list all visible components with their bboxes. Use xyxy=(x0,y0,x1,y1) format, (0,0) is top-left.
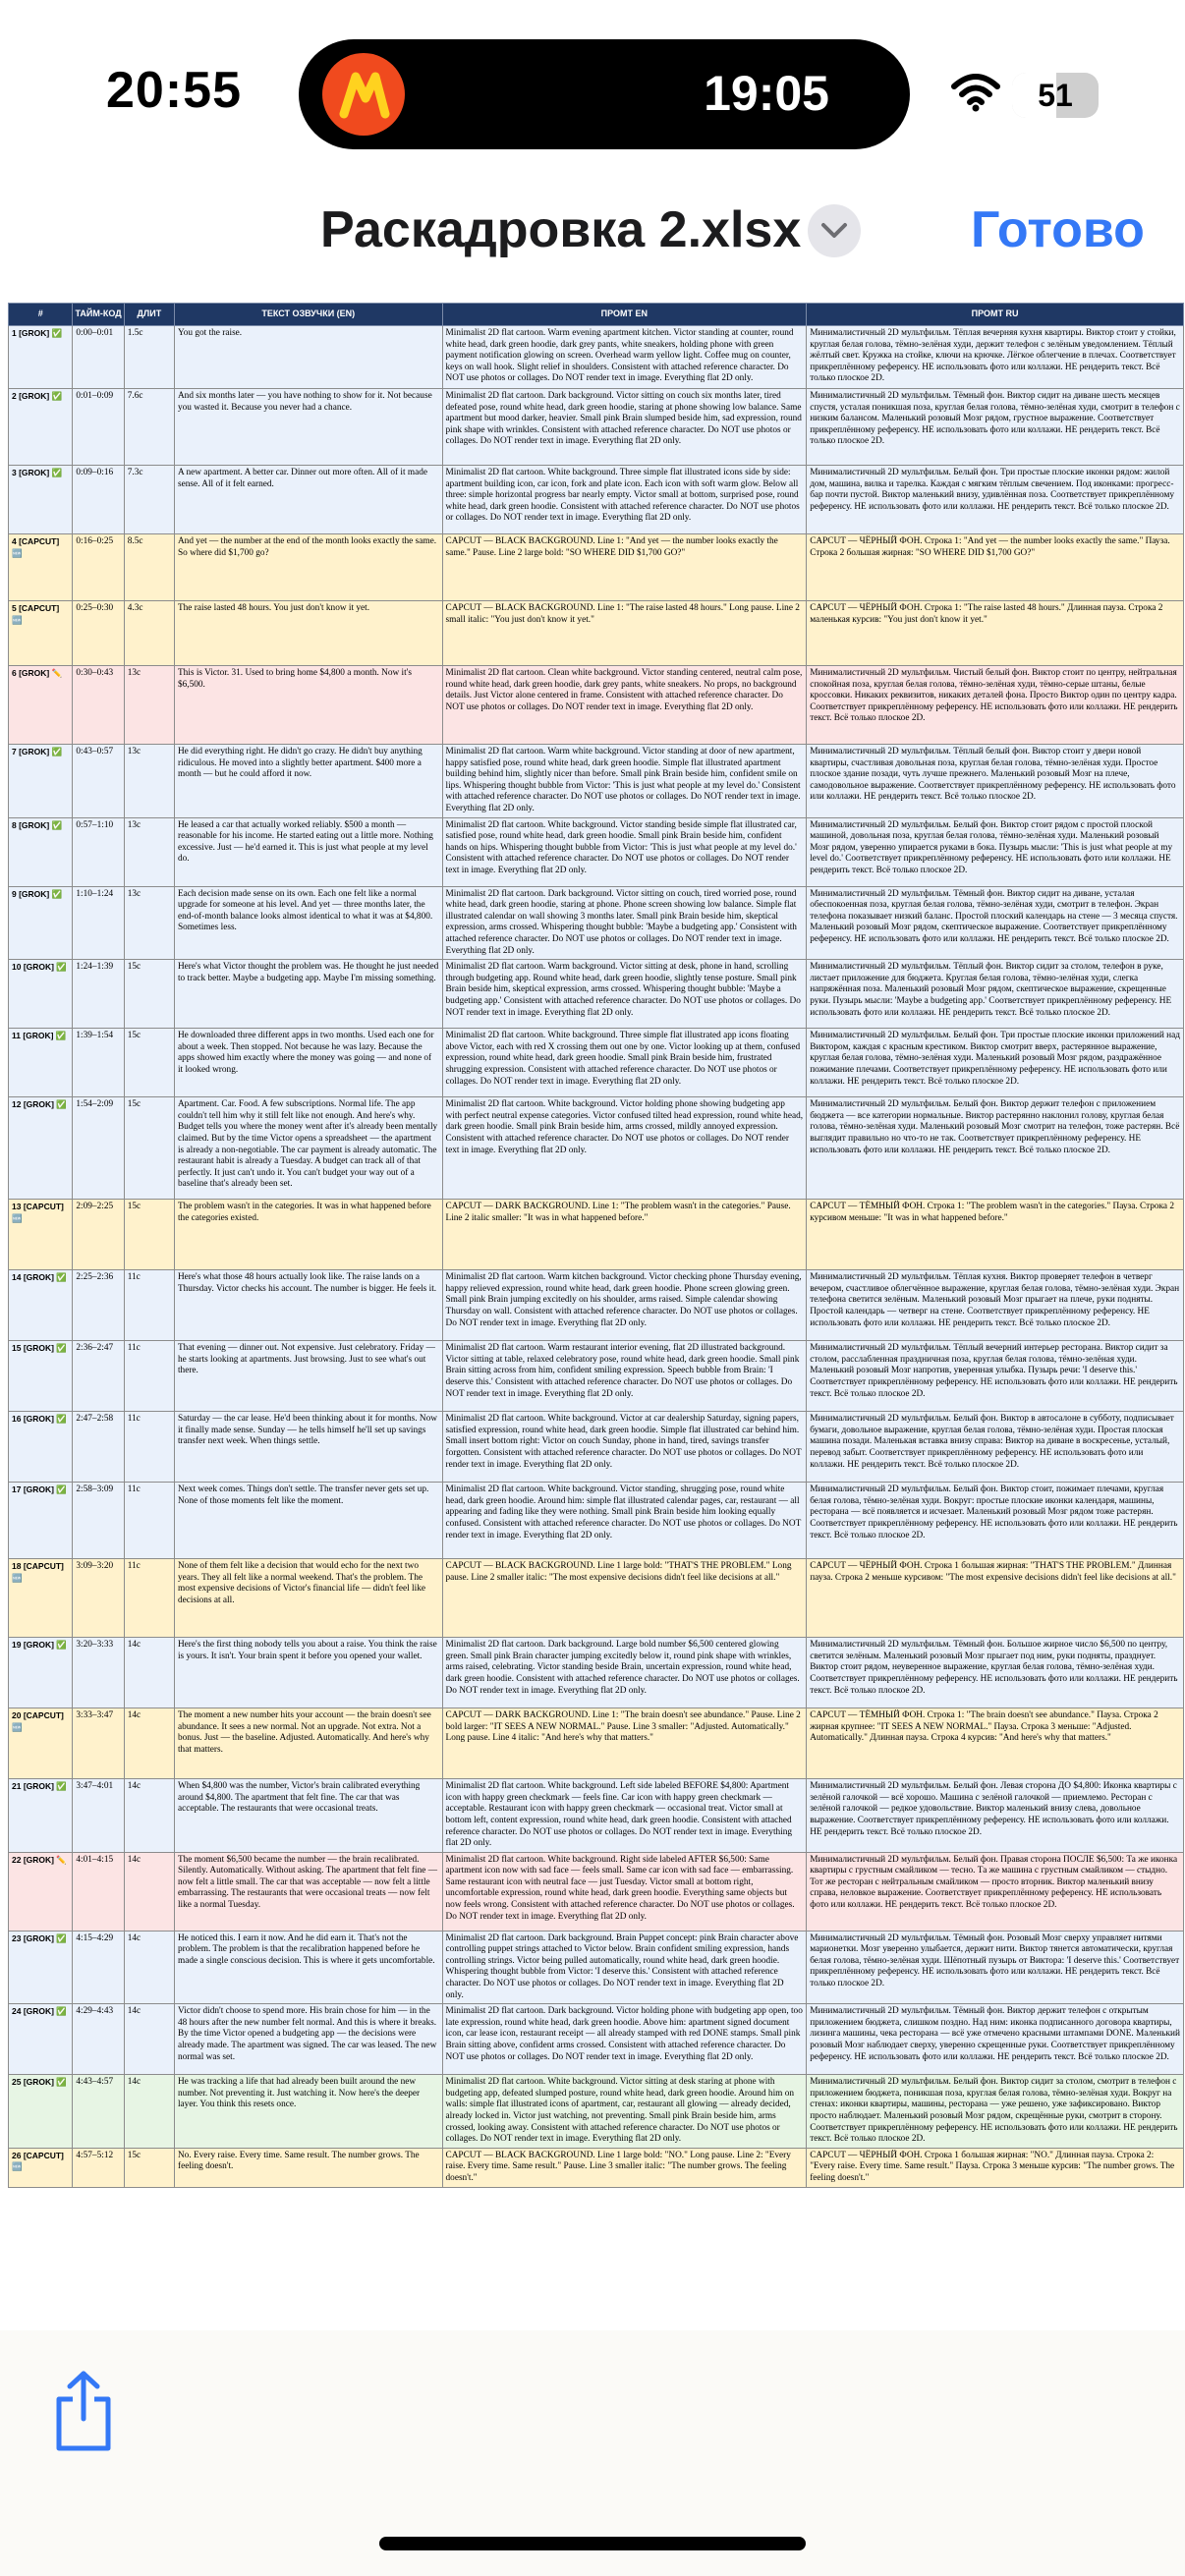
voiceover-text-cell: Saturday — the car lease. He'd been thinking about it for months. Now it finally made sense. Sunday — he tells himself he'll set up savings transfer next week. When things settle. xyxy=(174,1412,442,1483)
voiceover-text-cell: And yet — the number at the end of the month looks exactly the same. So where did $1,700 go? xyxy=(174,534,442,601)
table-row xyxy=(9,1779,1184,1853)
table-row xyxy=(9,326,1184,389)
duration-cell: 11c xyxy=(124,1483,174,1559)
column-header: ПРОМТ RU xyxy=(807,304,1184,326)
row-number-cell: 18 [CAPCUT] 🆕 xyxy=(9,1559,73,1638)
prompt-ru-cell: Минималистичный 2D мультфильм. Белый фон. Виктор стоит, пожимает плечами, круглая белая голова, тёмно-зелёная худи. Вокруг: простые плоские иконки календаря, машины, ресторана — всё появляется и исчезает. Маленький розовый Мозг рядом тоже растерян. Соответствует прикреплённому референсу. НЕ использовать фото или коллажи. НЕ рендерить текст. Всё только плоское 2D. xyxy=(807,1483,1184,1559)
voiceover-text-cell: Apartment. Car. Food. A few subscriptions. Normal life. The app couldn't tell him why it still felt like not enough. And here's why. Budget tells you where the money went after it's already been mentally claimed. But by the time Victor opens a spreadsheet — the apartment is already a non-negotiable. The car payment is already automatic. The restaurant habit is already a Tuesday. A budget can track all of that perfectly. It just can't undo it. You can't budget your way out of a baseline that's already been set. xyxy=(174,1097,442,1200)
duration-cell: 7.3c xyxy=(124,466,174,534)
voiceover-text-cell: He was tracking a life that had already been built around the new number. Not preventing it. Just watching it. Now here's the deeper layer. You think this resets once. xyxy=(174,2075,442,2149)
voiceover-text-cell: Next week comes. Things don't settle. The transfer never gets set up. None of those moments felt like the moment. xyxy=(174,1483,442,1559)
table-row xyxy=(9,745,1184,818)
yandex-logo-icon xyxy=(322,53,405,136)
prompt-en-cell: Minimalist 2D flat cartoon. Warm white background. Victor standing at door of new apartment, happy satisfied pose, round white head, dark green hoodie. Simple flat illustrated apartment building behind him, slightly nicer than before. Small pink Brain beside him, confident smile on lips. Whispering thought bubble from Victor: 'This is just what people at my level do.' Consistent with attached reference character. Do NOT use photos or collages. Do NOT render text in image. Everything flat 2D only. xyxy=(442,745,807,818)
table-row xyxy=(9,1270,1184,1341)
timecode-cell: 0:09–0:16 xyxy=(73,466,124,534)
duration-cell: 13c xyxy=(124,745,174,818)
row-number-cell: 7 [GROK] ✅ xyxy=(9,745,73,818)
voiceover-text-cell: None of them felt like a decision that would echo for the next two years. They all felt like a normal weekend. That's the problem. The most expensive decisions of Victor's financial life — didn't feel like decisions at all. xyxy=(174,1559,442,1638)
table-row xyxy=(9,1931,1184,2004)
timecode-cell: 4:57–5:12 xyxy=(73,2148,124,2187)
timecode-cell: 2:58–3:09 xyxy=(73,1483,124,1559)
table-row xyxy=(9,1200,1184,1270)
table-row xyxy=(9,2004,1184,2075)
table-row xyxy=(9,1483,1184,1559)
row-number-cell: 12 [GROK] ✅ xyxy=(9,1097,73,1200)
prompt-en-cell: Minimalist 2D flat cartoon. Dark background. Victor sitting on couch six months later, tired defeated pose, round white head, dark green hoodie, staring at phone showing low balance. Same apartment but mood darker, heavier. Small pink Brain slumped beside him, sad expression, round pink shape with wrinkles. Consistent with attached reference character. Do NOT use photos or collages. Do NOT render text in image. Everything flat 2D only. xyxy=(442,389,807,466)
voiceover-text-cell: And six months later — you have nothing to show for it. Not because you wasted it. Because you never had a chance. xyxy=(174,389,442,466)
table-row xyxy=(9,1638,1184,1708)
prompt-ru-cell: CAPCUT — ЧЁРНЫЙ ФОН. Строка 1 большая жирная: "THAT'S THE PROBLEM." Длинная пауза. Строка 2 меньше курсивом: "The most expensive decisions didn't feel like decisions at all." xyxy=(807,1559,1184,1638)
duration-cell: 15c xyxy=(124,1029,174,1097)
prompt-en-cell: Minimalist 2D flat cartoon. White background. Victor holding phone showing budgeting app with perfect neutral expense categories. Victor confused tilted head expression, round white head, dark green hoodie. Small pink Brain beside him, arms crossed, mildly annoyed expression. Consistent with attached reference character. Do NOT use photos or collages. Do NOT render text in image. Everything flat 2D only. xyxy=(442,1097,807,1200)
timecode-cell: 3:47–4:01 xyxy=(73,1779,124,1853)
voiceover-text-cell: Here's what Victor thought the problem was. He thought he just needed to track better. Maybe a budgeting app. Maybe I'm missing something. xyxy=(174,960,442,1029)
prompt-en-cell: Minimalist 2D flat cartoon. White background. Three simple flat illustrated app icons floating above Victor, each with red X crossing them out one by one. Victor looking up at them, confused expression, round white head, dark green hoodie. Small pink Brain beside him, frustrated shrugging expression. Consistent with attached reference character. Do NOT use photos or collages. Do NOT render text in image. Everything flat 2D only. xyxy=(442,1029,807,1097)
prompt-en-cell: Minimalist 2D flat cartoon. White background. Victor standing, shrugging pose, round white head, dark green hoodie. Around him: simple flat illustrated calendar pages, car, restaurant — all appearing and fading like they were nothing. Small pink Brain beside him looking equally confused. Consistent with attached reference character. Do NOT use photos or collages. Do NOT render text in image. Everything flat 2D only. xyxy=(442,1483,807,1559)
duration-cell: 15c xyxy=(124,2148,174,2187)
voiceover-text-cell: The problem wasn't in the categories. It was in what happened before the categories existed. xyxy=(174,1200,442,1270)
duration-cell: 14c xyxy=(124,1638,174,1708)
table-row xyxy=(9,1412,1184,1483)
duration-cell: 13c xyxy=(124,817,174,886)
row-number-cell: 23 [GROK] ✅ xyxy=(9,1931,73,2004)
voiceover-text-cell: The raise lasted 48 hours. You just don't know it yet. xyxy=(174,601,442,666)
status-time: 20:55 xyxy=(106,62,242,119)
timecode-cell: 2:09–2:25 xyxy=(73,1200,124,1270)
duration-cell: 1.5c xyxy=(124,326,174,389)
prompt-en-cell: Minimalist 2D flat cartoon. Warm background. Victor sitting at desk, phone in hand, scrolling through budgeting app. Round white head, dark green hoodie, slightly tense posture. Small pink Brain beside him, skeptical expression, arms crossed. Whispering thought bubble: 'Maybe a budgeting app.' Consistent with attached reference character. Do NOT use photos or collages. Do NOT render text in image. Everything flat 2D only. xyxy=(442,960,807,1029)
column-header: ПРОМТ EN xyxy=(442,304,807,326)
row-number-cell: 15 [GROK] ✅ xyxy=(9,1341,73,1412)
duration-cell: 14c xyxy=(124,1931,174,2004)
document-header xyxy=(0,187,1185,295)
prompt-ru-cell: Минималистичный 2D мультфильм. Тёмный фон. Большое жирное число $6,500 по центру, светится зелёным. Маленький розовый Мозг прыгает под ним, руки подняты, празднует. Виктор стоит рядом, неуверенное выражение, круглая белая голова, тёмно-зелёная худи. Соответствует прикреплённому референсу. НЕ использовать фото или коллажи. НЕ рендерить текст. Всё только плоское 2D. xyxy=(807,1638,1184,1708)
table-row xyxy=(9,1029,1184,1097)
prompt-ru-cell: Минималистичный 2D мультфильм. Белый фон. Три простые плоские иконки приложений над Виктором, каждая с красным крестиком. Виктор смотрит вверх, растерянное выражение, круглая белая голова, тёмно-зелёная худи. Маленький розовый Мозг рядом, раздражённое пожимание плечами. Соответствует прикреплённому референсу. НЕ использовать фото или коллажи. НЕ рендерить текст. Всё только плоское 2D. xyxy=(807,1029,1184,1097)
home-indicator[interactable] xyxy=(379,2537,806,2550)
prompt-ru-cell: CAPCUT — ЧЁРНЫЙ ФОН. Строка 1: "The raise lasted 48 hours." Длинная пауза. Строка 2 маленькая курсив: "You just don't know it yet." xyxy=(807,601,1184,666)
row-number-cell: 26 [CAPCUT] 🆕 xyxy=(9,2148,73,2187)
title-menu-button[interactable] xyxy=(808,204,861,257)
row-number-cell: 21 [GROK] ✅ xyxy=(9,1779,73,1853)
row-number-cell: 5 [CAPCUT] 🆕 xyxy=(9,601,73,666)
timecode-cell: 3:20–3:33 xyxy=(73,1638,124,1708)
voiceover-text-cell: The moment $6,500 became the number — the brain recalibrated. Silently. Automatically. Without asking. The apartment that felt fine — now felt a little small. The car that was acceptable — now felt a little embarrassing. The restaurants that were occasional treats — now felt like a normal Tuesday. xyxy=(174,1852,442,1931)
duration-cell: 15c xyxy=(124,960,174,1029)
prompt-ru-cell: Минималистичный 2D мультфильм. Белый фон. Правая сторона ПОСЛЕ $6,500: Та же иконка квартиры с грустным смайликом — тесно. Та же машина с грустным смайликом — стыдно. Тот же ресторан с нейтральным смайликом — просто вторник. Виктор маленький внизу справа, неловкое выражение. Соответствует прикреплённому референсу. НЕ использовать фото или коллажи. НЕ рендерить текст. Всё только плоское 2D. xyxy=(807,1852,1184,1931)
row-number-cell: 20 [CAPCUT] 🆕 xyxy=(9,1708,73,1779)
row-number-cell: 13 [CAPCUT] 🆕 xyxy=(9,1200,73,1270)
voiceover-text-cell: A new apartment. A better car. Dinner out more often. All of it made sense. All of it felt earned. xyxy=(174,466,442,534)
timecode-cell: 0:00–0:01 xyxy=(73,326,124,389)
timecode-cell: 2:25–2:36 xyxy=(73,1270,124,1341)
prompt-ru-cell: Минималистичный 2D мультфильм. Белый фон. Левая сторона ДО $4,800: Иконка квартиры с зелёной галочкой — всё хорошо. Машина с зелёной галочкой — приемлемо. Ресторан с зелёной галочкой — редкое удовольствие. Виктор маленький внизу слева, довольное выражение. Соответствует прикреплённому референсу. НЕ использовать фото или коллажи. НЕ рендерить текст. Всё только плоское 2D. xyxy=(807,1779,1184,1853)
share-icon[interactable] xyxy=(51,2370,116,2452)
row-number-cell: 19 [GROK] ✅ xyxy=(9,1638,73,1708)
row-number-cell: 1 [GROK] ✅ xyxy=(9,326,73,389)
row-number-cell: 14 [GROK] ✅ xyxy=(9,1270,73,1341)
table-row xyxy=(9,2148,1184,2187)
duration-cell: 14c xyxy=(124,1779,174,1853)
row-number-cell: 16 [GROK] ✅ xyxy=(9,1412,73,1483)
column-header: ТЕКСТ ОЗВУЧКИ (EN) xyxy=(174,304,442,326)
duration-cell: 13c xyxy=(124,886,174,960)
table-row xyxy=(9,1708,1184,1779)
duration-cell: 8.5c xyxy=(124,534,174,601)
table-row xyxy=(9,389,1184,466)
chevron-down-icon xyxy=(820,221,848,241)
prompt-en-cell: Minimalist 2D flat cartoon. Warm evening apartment kitchen. Victor standing at counter, round white head, dark green hoodie, dark grey pants, white sneakers, holding phone with green payment notification glowing on screen. Overhead warm yellow light. Coffee mug on counter, keys on wall hook. Slight relief in shoulders. Consistent with attached reference character. Do NOT use photos or collages. Do NOT render text in image. Everything flat 2D only. xyxy=(442,326,807,389)
voiceover-text-cell: He noticed this. I earn it now. And he did earn it. That's not the problem. The problem is that the recalibration happened before he made a single conscious decision. This is where it gets uncomfortable. xyxy=(174,1931,442,2004)
prompt-ru-cell: CAPCUT — ТЁМНЫЙ ФОН. Строка 1: "The brain doesn't see abundance." Пауза. Строка 2 жирная крупнее: "IT SEES A NEW NORMAL." Пауза. Строка 3 меньше: "Adjusted. Automatically." Длинная пауза. Строка 4 курсив: "And here's why that matters." xyxy=(807,1708,1184,1779)
prompt-en-cell: Minimalist 2D flat cartoon. White background. Victor at car dealership Saturday, signing papers, satisfied expression, round white head, dark green hoodie. Simple flat illustrated car behind him. Small insert bottom right: Victor on couch Sunday, phone in hand, tired, savings transfer forgotten. Consistent with attached reference character. Do NOT use photos or collages. Do NOT render text in image. Everything flat 2D only. xyxy=(442,1412,807,1483)
table-row xyxy=(9,601,1184,666)
prompt-en-cell: CAPCUT — DARK BACKGROUND. Line 1: "The problem wasn't in the categories." Pause. Line 2 italic smaller: "It was in what happened before." xyxy=(442,1200,807,1270)
table-row xyxy=(9,666,1184,745)
column-header: # xyxy=(9,304,73,326)
timecode-cell: 2:47–2:58 xyxy=(73,1412,124,1483)
prompt-ru-cell: CAPCUT — ЧЁРНЫЙ ФОН. Строка 1 большая жирная: "NO." Длинная пауза. Строка 2: "Every raise. Every time. Same result." Пауза. Строка 3 меньше курсив: "The number grows. The feeling doesn't." xyxy=(807,2148,1184,2187)
voiceover-text-cell: That evening — dinner out. Not expensive. Just celebratory. Friday — he starts looking at apartments. Just browsing. Just to see what's out there. xyxy=(174,1341,442,1412)
table-body xyxy=(9,326,1184,2188)
timecode-cell: 0:43–0:57 xyxy=(73,745,124,818)
table-header-row xyxy=(9,304,1184,326)
duration-cell: 11c xyxy=(124,1559,174,1638)
table-row xyxy=(9,886,1184,960)
prompt-en-cell: Minimalist 2D flat cartoon. Dark background. Brain Puppet concept: pink Brain character above controlling puppet strings attached to Victor below. Brain confident smiling expression, hands controlling strings. Victor being pulled automatically, round white head, dark green hoodie. Whispering thought bubble from Victor: 'I deserve this.' Consistent with attached reference character. Do NOT use photos or collages. Do NOT render text in image. Everything flat 2D only. xyxy=(442,1931,807,2004)
column-header: ТАЙМ-КОД xyxy=(73,304,124,326)
duration-cell: 14c xyxy=(124,2075,174,2149)
duration-cell: 4.3c xyxy=(124,601,174,666)
duration-cell: 11c xyxy=(124,1412,174,1483)
prompt-en-cell: CAPCUT — BLACK BACKGROUND. Line 1: "The raise lasted 48 hours." Long pause. Line 2 small italic: "You just don't know it yet." xyxy=(442,601,807,666)
duration-cell: 14c xyxy=(124,2004,174,2075)
timecode-cell: 0:01–0:09 xyxy=(73,389,124,466)
prompt-ru-cell: Минималистичный 2D мультфильм. Белый фон. Виктор в автосалоне в субботу, подписывает бумаги, довольное выражение, круглая белая голова, тёмно-зелёная худи. Простая плоская машина позади. Маленькая вставка внизу справа: Виктор на диване в воскресенье, усталый, перевод забыт. Соответствует прикреплённому референсу. НЕ использовать фото или коллажи. НЕ рендерить текст. Всё только плоское 2D. xyxy=(807,1412,1184,1483)
timecode-cell: 0:16–0:25 xyxy=(73,534,124,601)
timecode-cell: 1:39–1:54 xyxy=(73,1029,124,1097)
voiceover-text-cell: The moment a new number hits your account — the brain doesn't see abundance. It sees a new normal. Not an upgrade. Not extra. Not a bonus. Just — the baseline. Adjusted. Automatically. And here's why that matters. xyxy=(174,1708,442,1779)
row-number-cell: 24 [GROK] ✅ xyxy=(9,2004,73,2075)
prompt-en-cell: Minimalist 2D flat cartoon. White background. Victor sitting at desk staring at phone with budgeting app, defeated slumped posture, round white head, dark green hoodie. Around him on walls: simple flat illustrated icons of apartment, car, restaurant all glowing — already decided, already locked in. Victor just watching, not preventing. Small pink Brain beside him, arms crossed, looking away. Consistent with attached reference character. Do NOT use photos or collages. Do NOT render text in image. Everything flat 2D only. xyxy=(442,2075,807,2149)
timecode-cell: 4:43–4:57 xyxy=(73,2075,124,2149)
row-number-cell: 11 [GROK] ✅ xyxy=(9,1029,73,1097)
prompt-ru-cell: Минималистичный 2D мультфильм. Тёмный фон. Розовый Мозг сверху управляет нитями марионетки. Мозг уверенно улыбается, держит нити. Виктор тянется автоматически, круглая белая голова, тёмно-зелёная худи. Шёпотный пузырь от Виктора: 'I deserve this.' Соответствует прикреплённому референсу. НЕ использовать фото или коллажи. НЕ рендерить текст. Всё только плоское 2D. xyxy=(807,1931,1184,2004)
table-row xyxy=(9,1097,1184,1200)
done-button[interactable]: Готово xyxy=(971,201,1145,258)
duration-cell: 14c xyxy=(124,1852,174,1931)
table-row xyxy=(9,960,1184,1029)
spreadsheet-preview[interactable] xyxy=(0,295,1185,2330)
prompt-ru-cell: Минималистичный 2D мультфильм. Тёплая кухня. Виктор проверяет телефон в четверг вечером, счастливое облегчённое выражение, круглая белая голова, тёмно-зелёная худи. Экран телефона светится зелёным. Маленький розовый Мозг прыгает на плече, руки подняты. Простой календарь — четверг на стене. Соответствует прикреплённому референсу. НЕ использовать фото или коллажи. НЕ рендерить текст. Всё только плоское 2D. xyxy=(807,1270,1184,1341)
row-number-cell: 17 [GROK] ✅ xyxy=(9,1483,73,1559)
voiceover-text-cell: Victor didn't choose to spend more. His brain chose for him — in the 48 hours after the new number felt normal. And this is where it breaks. By the time Victor opened a budgeting app — the decisions were already made. The apartment was signed. The car was leased. The new normal was set. xyxy=(174,2004,442,2075)
prompt-ru-cell: Минималистичный 2D мультфильм. Тёплая вечерняя кухня квартиры. Виктор стоит у стойки, круглая белая голова, тёмно-зелёная худи, держит телефон с зелёным уведомлением. Тёплый жёлтый свет. Кружка на стойке, ключи на крючке. Лёгкое облегчение в плечах. Соответствует прикреплённому референсу. НЕ использовать фото или коллажи. НЕ рендерить текст. Всё только плоское 2D. xyxy=(807,326,1184,389)
prompt-ru-cell: CAPCUT — ЧЁРНЫЙ ФОН. Строка 1: "And yet — the number looks exactly the same." Пауза. Строка 2 большая жирная: "SO WHERE DID $1,700 GO?" xyxy=(807,534,1184,601)
timecode-cell: 1:24–1:39 xyxy=(73,960,124,1029)
voiceover-text-cell: You got the raise. xyxy=(174,326,442,389)
island-timer: 19:05 xyxy=(704,66,829,121)
table-row xyxy=(9,534,1184,601)
table-row xyxy=(9,1341,1184,1412)
voiceover-text-cell: Here's what those 48 hours actually look like. The raise lands on a Thursday. Victor checks his account. The number is bigger. He feels it. xyxy=(174,1270,442,1341)
prompt-ru-cell: Минималистичный 2D мультфильм. Тёмный фон. Виктор сидит на диване, усталая обеспокоенная поза, круглая белая голова, тёмно-зелёная худи, смотрит в телефон. Экран телефона показывает низкий баланс. Простой плоский календарь на стене — 3 месяца спустя. Маленький розовый Мозг рядом, скептическое выражение. Соответствует прикреплённому референсу. НЕ использовать фото или коллажи. НЕ рендерить текст. Всё только плоское 2D. xyxy=(807,886,1184,960)
battery-level: 51 xyxy=(1038,78,1073,113)
table-row xyxy=(9,1852,1184,1931)
timecode-cell: 1:54–2:09 xyxy=(73,1097,124,1200)
prompt-ru-cell: Минималистичный 2D мультфильм. Тёмный фон. Виктор держит телефон с открытым приложением бюджета, слишком поздно. Над ним: иконка подписанного договора квартиры, лизинга машины, чека ресторана — всё уже отмечено красными штампами DONE. Маленький розовый Мозг наблюдает сверху, уверенно скрещенные руки. Соответствует прикреплённому референсу. НЕ использовать фото или коллажи. НЕ рендерить текст. Всё только плоское 2D. xyxy=(807,2004,1184,2075)
prompt-en-cell: Minimalist 2D flat cartoon. White background. Left side labeled BEFORE $4,800: Apartment icon with happy green checkmark — feels fine. Car icon with happy green checkmark — acceptable. Restaurant icon with happy green checkmark — occasional treat. Victor small at bottom left, content expression, round white head, dark green hoodie. Consistent with attached reference character. Do NOT use photos or collages. Do NOT render text in image. Everything flat 2D only. xyxy=(442,1779,807,1853)
timecode-cell: 4:29–4:43 xyxy=(73,2004,124,2075)
voiceover-text-cell: When $4,800 was the number, Victor's brain calibrated everything around $4,800. The apartment that felt fine. The car that was acceptable. The restaurants that were occasional treats. xyxy=(174,1779,442,1853)
prompt-ru-cell: Минималистичный 2D мультфильм. Тёплый вечерний интерьер ресторана. Виктор сидит за столом, расслабленная праздничная поза, круглая белая голова, тёмно-зелёная худи. Маленький розовый Мозг напротив, уверенная улыбка. Пузырь речи: 'I deserve this.' Соответствует прикреплённому референсу. НЕ использовать фото или коллажи. НЕ рендерить текст. Всё только плоское 2D. xyxy=(807,1341,1184,1412)
row-number-cell: 3 [GROK] ✅ xyxy=(9,466,73,534)
timecode-cell: 4:15–4:29 xyxy=(73,1931,124,2004)
prompt-ru-cell: Минималистичный 2D мультфильм. Белый фон. Виктор сидит за столом, смотрит в телефон с приложением бюджета, поникшая поза, круглая белая голова, тёмно-зелёная худи. Вокруг на стенах: иконки квартиры, машины, ресторана — уже решено, уже зафиксировано. Виктор просто наблюдает. Маленький розовый Мозг рядом, скрещённые руки, смотрит в сторону. Соответствует прикреплённому референсу. НЕ использовать фото или коллажи. НЕ рендерить текст. Всё только плоское 2D. xyxy=(807,2075,1184,2149)
storyboard-table xyxy=(8,303,1184,2188)
table-row xyxy=(9,1559,1184,1638)
timecode-cell: 0:30–0:43 xyxy=(73,666,124,745)
prompt-ru-cell: Минималистичный 2D мультфильм. Тёплый фон. Виктор сидит за столом, телефон в руке, листает приложение для бюджета. Круглая белая голова, тёмно-зелёная худи, слегка напряжённая поза. Маленький розовый Мозг рядом, скептическое выражение, скрещенные руки. Пузырь мысли: 'Maybe a budgeting app.' Соответствует прикреплённому референсу. НЕ использовать фото или коллажи. НЕ рендерить текст. Всё только плоское 2D. xyxy=(807,960,1184,1029)
prompt-en-cell: CAPCUT — BLACK BACKGROUND. Line 1 large bold: "NO." Long pause. Line 2: "Every raise. Every time. Same result." Pause. Line 3 smaller italic: "The number grows. The feeling doesn't." xyxy=(442,2148,807,2187)
duration-cell: 11c xyxy=(124,1341,174,1412)
prompt-en-cell: Minimalist 2D flat cartoon. Warm kitchen background. Victor checking phone Thursday evening, happy relieved expression, round white head, dark green hoodie. Phone screen glowing green. Small pink Brain jumping excitedly on his shoulder, arms raised. Simple calendar showing Thursday on wall. Consistent with attached reference character. Do NOT use photos or collages. Do NOT render text in image. Everything flat 2D only. xyxy=(442,1270,807,1341)
timecode-cell: 2:36–2:47 xyxy=(73,1341,124,1412)
timecode-cell: 4:01–4:15 xyxy=(73,1852,124,1931)
timecode-cell: 0:25–0:30 xyxy=(73,601,124,666)
timecode-cell: 3:09–3:20 xyxy=(73,1559,124,1638)
voiceover-text-cell: Each decision made sense on its own. Each one felt like a normal upgrade for someone at his level. And yet — three months later, the end-of-month balance looks almost identical to what it was at $4,800. Sometimes less. xyxy=(174,886,442,960)
voiceover-text-cell: Here's the first thing nobody tells you about a raise. You think the raise is yours. It isn't. Your brain spent it before you opened your wallet. xyxy=(174,1638,442,1708)
prompt-en-cell: Minimalist 2D flat cartoon. Clean white background. Victor standing centered, neutral calm pose, round white head, dark green hoodie, dark grey pants, white sneakers. No props, no background details. Just Victor alone centered in frame. Consistent with attached reference character. Do NOT use photos or collages. Do NOT render text in image. Everything flat 2D only. xyxy=(442,666,807,745)
timecode-cell: 1:10–1:24 xyxy=(73,886,124,960)
row-number-cell: 25 [GROK] ✅ xyxy=(9,2075,73,2149)
row-number-cell: 6 [GROK] ✏️ xyxy=(9,666,73,745)
prompt-en-cell: Minimalist 2D flat cartoon. Warm restaurant interior evening, flat 2D illustrated background. Victor sitting at table, relaxed celebratory pose, round white head, dark green hoodie. Small pink Brain sitting across from him, confident smiling expression. Speech bubble from Brain: 'I deserve this.' Consistent with attached reference character. Do NOT use photos or collages. Do NOT render text in image. Everything flat 2D only. xyxy=(442,1341,807,1412)
duration-cell: 11c xyxy=(124,1270,174,1341)
row-number-cell: 22 [GROK] ✏️ xyxy=(9,1852,73,1931)
prompt-en-cell: CAPCUT — DARK BACKGROUND. Line 1: "The brain doesn't see abundance." Pause. Line 2 bold larger: "IT SEES A NEW NORMAL." Pause. Line 3 smaller: "Adjusted. Automatically." Long pause. Line 4 italic: "And here's why that matters." xyxy=(442,1708,807,1779)
voiceover-text-cell: He downloaded three different apps in two months. Used each one for about a week. Then stopped. Not because he was lazy. Because the apps showed him exactly where the money was going — and none of it looked wrong. xyxy=(174,1029,442,1097)
voiceover-text-cell: No. Every raise. Every time. Same result. The number grows. The feeling doesn't. xyxy=(174,2148,442,2187)
prompt-ru-cell: Минималистичный 2D мультфильм. Тёплый белый фон. Виктор стоит у двери новой квартиры, счастливая довольная поза, круглая белая голова, тёмно-зелёная худи. Простое плоское здание позади, чуть лучше прежнего. Маленький розовый Мозг на плече, самодовольное выражение. Соответствует прикреплённому референсу. НЕ использовать фото или коллажи. НЕ рендерить текст. Всё только плоское 2D. xyxy=(807,745,1184,818)
prompt-en-cell: Minimalist 2D flat cartoon. Dark background. Victor holding phone with budgeting app open, too late expression, round white head, dark green hoodie. Above him: apartment signed document icon, car lease icon, restaurant receipt — all already stamped with red DONE stamps. Small pink Brain sitting above, confident arms crossed. Consistent with attached reference character. Do NOT use photos or collages. Do NOT render text in image. Everything flat 2D only. xyxy=(442,2004,807,2075)
row-number-cell: 10 [GROK] ✅ xyxy=(9,960,73,1029)
duration-cell: 15c xyxy=(124,1097,174,1200)
prompt-en-cell: Minimalist 2D flat cartoon. Dark background. Victor sitting on couch, tired worried pose, round white head, dark green hoodie, staring at phone. Phone screen showing low balance. Simple flat illustrated calendar on wall showing 3 months later. Small pink Brain beside him, skeptical expression, arms crossed. Whispering thought bubble: 'Maybe a budgeting app.' Consistent with attached reference character. Do NOT use photos or collages. Do NOT render text in image. Everything flat 2D only. xyxy=(442,886,807,960)
row-number-cell: 8 [GROK] ✅ xyxy=(9,817,73,886)
table-row xyxy=(9,817,1184,886)
duration-cell: 15c xyxy=(124,1200,174,1270)
battery-icon xyxy=(1012,73,1099,118)
prompt-en-cell: Minimalist 2D flat cartoon. White background. Victor standing beside simple flat illustrated car, satisfied pose, round white head, dark green hoodie. Small pink Brain beside him, confident hands on hips. Whispering thought bubble from Victor: 'This is just what people at my level do.' Consistent with attached reference character. Do NOT use photos or collages. Do NOT render text in image. Everything flat 2D only. xyxy=(442,817,807,886)
voiceover-text-cell: This is Victor. 31. Used to bring home $4,800 a month. Now it's $6,500. xyxy=(174,666,442,745)
table-row xyxy=(9,2075,1184,2149)
prompt-en-cell: CAPCUT — BLACK BACKGROUND. Line 1: "And yet — the number looks exactly the same." Pause. Line 2 large bold: "SO WHERE DID $1,700 GO?" xyxy=(442,534,807,601)
prompt-ru-cell: Минималистичный 2D мультфильм. Белый фон. Три простые плоские иконки рядом: жилой дом, машина, вилка и тарелка. Каждая с мягким тёплым свечением. Под иконками: прогресс-бар почти пустой. Виктор маленький внизу, удивлённая поза. Соответствует прикреплённому референсу. НЕ использовать фото или коллажи. НЕ рендерить текст. Всё только плоское 2D. xyxy=(807,466,1184,534)
prompt-ru-cell: Минималистичный 2D мультфильм. Белый фон. Виктор стоит рядом с простой плоской машиной, довольная поза, круглая белая голова, тёмно-зелёная худи. Маленький розовый Мозг рядом, уверенно упирается руками в бока. Пузырь мысли: 'This is just what people at my level do.' Соответствует прикреплённому референсу. НЕ использовать фото или коллажи. НЕ рендерить текст. Всё только плоское 2D. xyxy=(807,817,1184,886)
prompt-ru-cell: Минималистичный 2D мультфильм. Чистый белый фон. Виктор стоит по центру, нейтральная спокойная поза, круглая белая голова, тёмно-зелёная худи, тёмно-серые штаны, белые кроссовки. Никаких реквизитов, никаких деталей фона. Просто Виктор один по центру кадра. Соответствует прикреплённому референсу. НЕ использовать фото или коллажи. НЕ рендерить текст. Всё только плоское 2D. xyxy=(807,666,1184,745)
duration-cell: 7.6c xyxy=(124,389,174,466)
row-number-cell: 4 [CAPCUT] 🆕 xyxy=(9,534,73,601)
voiceover-text-cell: He leased a car that actually worked reliably. $500 a month — reasonable for his income. He started eating out a little more. Nothing excessive. Just — he'd earned it. This is just what people at my level do. xyxy=(174,817,442,886)
voiceover-text-cell: He did everything right. He didn't go crazy. He didn't buy anything ridiculous. He moved into a slightly better apartment. $400 more a month — but he could afford it now. xyxy=(174,745,442,818)
duration-cell: 13c xyxy=(124,666,174,745)
prompt-en-cell: Minimalist 2D flat cartoon. White background. Right side labeled AFTER $6,500: Same apartment icon now with sad face — feels small. Same car icon with sad face — embarrassing. Same restaurant icon with neutral face — just Tuesday. Victor small at bottom right, uncomfortable expression, round white head, dark green hoodie. Everything same objects but now feels wrong. Consistent with attached reference character. Do NOT use photos or collages. Do NOT render text in image. Everything flat 2D only. xyxy=(442,1852,807,1931)
prompt-ru-cell: Минималистичный 2D мультфильм. Тёмный фон. Виктор сидит на диване шесть месяцев спустя, усталая поникшая поза, круглая белая голова, тёмно-зелёная худи, смотрит в телефон с низким балансом. Маленький розовый Мозг рядом, грустное выражение. Соответствует прикреплённому референсу. НЕ использовать фото или коллажи. НЕ рендерить текст. Всё только плоское 2D. xyxy=(807,389,1184,466)
prompt-en-cell: Minimalist 2D flat cartoon. Dark background. Large bold number $6,500 centered glowing green. Small pink Brain character jumping excitedly below it, round pink shape with wrinkles, arms raised, celebrating. Victor standing beside Brain, uncertain expression, round white head, dark green hoodie. Consistent with attached reference character. Do NOT use photos or collages. Do NOT render text in image. Everything flat 2D only. xyxy=(442,1638,807,1708)
column-header: ДЛИТ xyxy=(124,304,174,326)
wifi-icon xyxy=(951,73,1000,117)
status-bar xyxy=(0,0,1185,187)
row-number-cell: 9 [GROK] ✅ xyxy=(9,886,73,960)
timecode-cell: 0:57–1:10 xyxy=(73,817,124,886)
document-title[interactable]: Раскадровка 2.xlsx xyxy=(320,201,802,258)
prompt-ru-cell: Минималистичный 2D мультфильм. Белый фон. Виктор держит телефон с приложением бюджета — все категории нормальные. Виктор растерянно наклонил голову, круглая белая голова, тёмно-зелёная худи. Маленький розовый Мозг смотрит на телефон, тоже растерян. Всё выглядит правильно но что-то не так. Соответствует прикреплённому референсу. НЕ использовать фото или коллажи. НЕ рендерить текст. Всё только плоское 2D. xyxy=(807,1097,1184,1200)
row-number-cell: 2 [GROK] ✅ xyxy=(9,389,73,466)
dynamic-island[interactable] xyxy=(299,39,910,149)
prompt-ru-cell: CAPCUT — ТЁМНЫЙ ФОН. Строка 1: "The problem wasn't in the categories." Пауза. Строка 2 курсивом меньше: "It was in what happened before." xyxy=(807,1200,1184,1270)
prompt-en-cell: CAPCUT — BLACK BACKGROUND. Line 1 large bold: "THAT'S THE PROBLEM." Long pause. Line 2 smaller italic: "The most expensive decisions didn't feel like decisions at all." xyxy=(442,1559,807,1638)
duration-cell: 14c xyxy=(124,1708,174,1779)
table-row xyxy=(9,466,1184,534)
timecode-cell: 3:33–3:47 xyxy=(73,1708,124,1779)
prompt-en-cell: Minimalist 2D flat cartoon. White background. Three simple flat illustrated icons side by side: apartment building icon, car icon, fork and plate icon. Each icon with soft warm glow. Below all three: simple horizontal progress bar nearly empty. Victor small at bottom, surprised pose, round white head, dark green hoodie. Consistent with attached reference character. Do NOT use photos or collages. Do NOT render text in image. Everything flat 2D only. xyxy=(442,466,807,534)
